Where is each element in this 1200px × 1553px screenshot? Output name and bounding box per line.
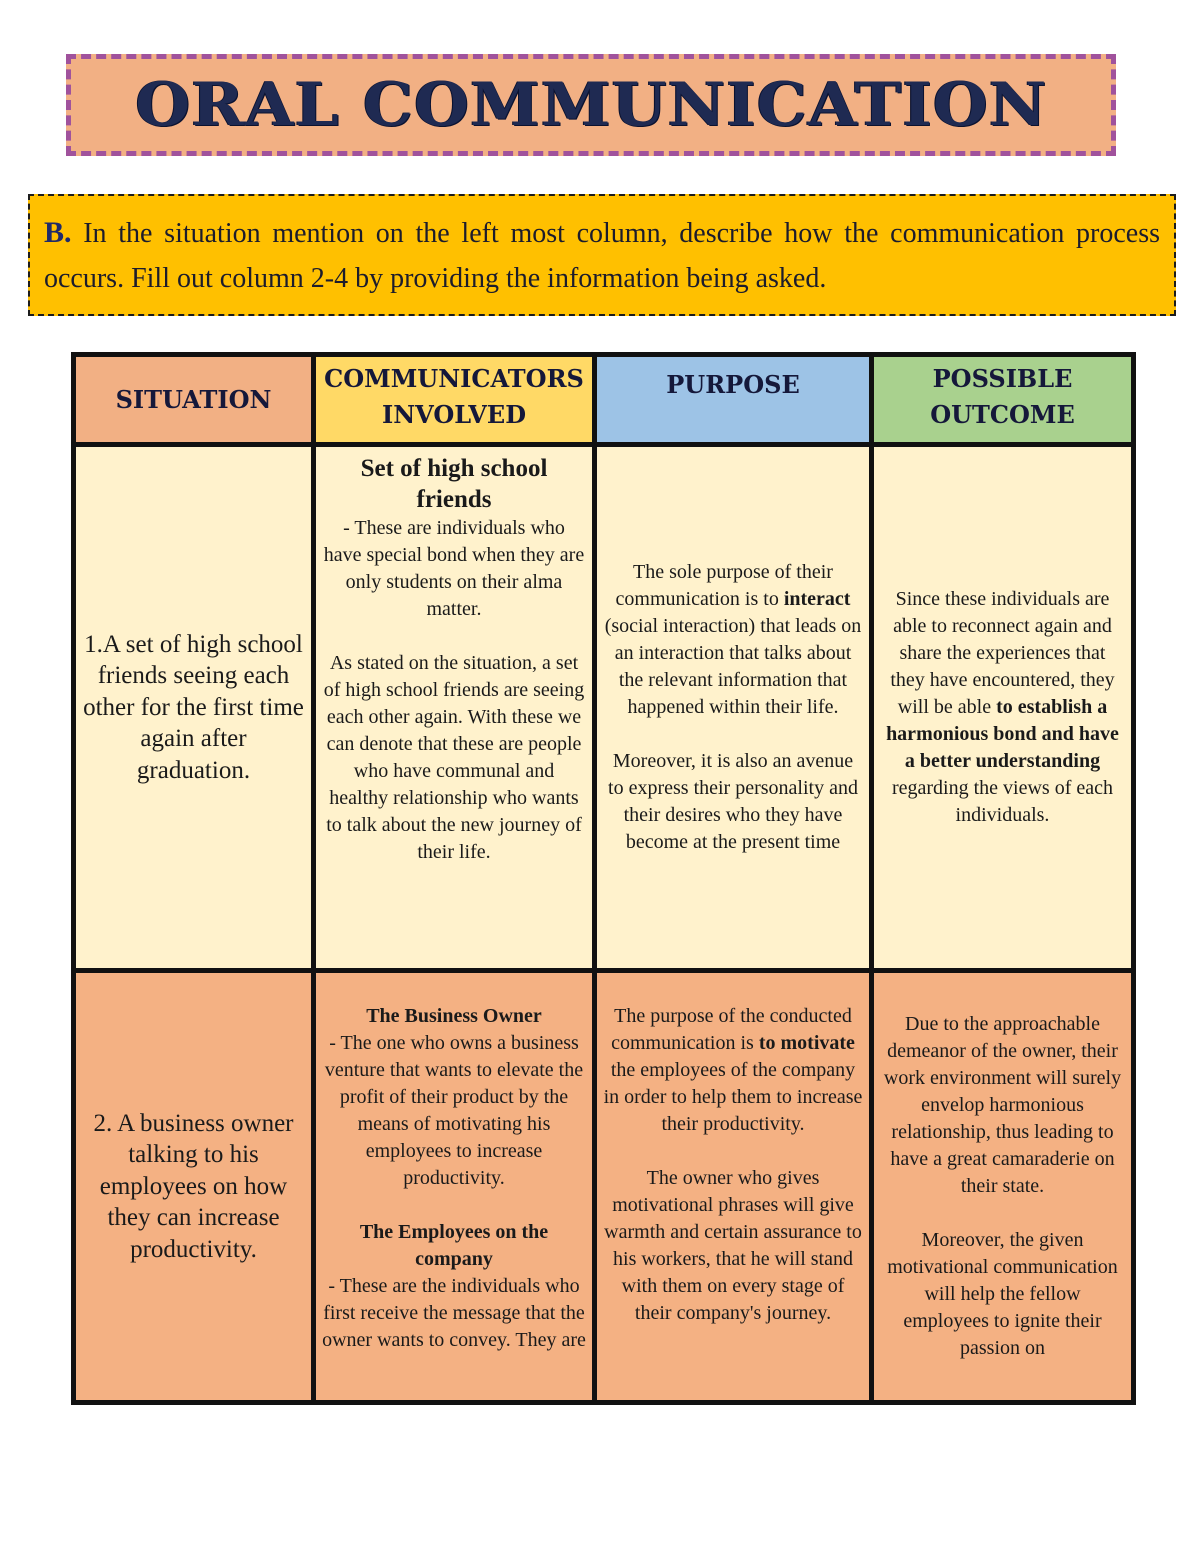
header-outcome: POSSIBLE OUTCOME [872, 355, 1134, 445]
instructions-box [28, 194, 1176, 316]
header-situation: SITUATION [74, 355, 314, 445]
row1-communicators [314, 445, 595, 971]
table-header-row [74, 355, 1134, 445]
table-row [74, 445, 1134, 971]
instructions-letter: B. [44, 216, 72, 249]
row2-purpose [595, 971, 872, 1403]
row2-communicator-name2: The Employees on the company [359, 1221, 549, 1270]
row2-outcome-p2: Moreover, the given motivational communication will help the fellow employees to ignite their passion on [887, 1229, 1118, 1359]
row2-communicator-name1: The Business Owner [366, 1005, 542, 1027]
header-communicators: COMMUNICATORS INVOLVED [314, 355, 595, 445]
page-title: ORAL COMMUNICATION [134, 70, 1048, 140]
row2-communicator-desc1: - The one who owns a business venture that wants to elevate the profit of their product by the means of motivating his employees to increase productivity. [324, 1032, 584, 1189]
row1-purpose-p1: The sole purpose of their communication is to interact (social interaction) that leads on an interaction that talks about the relevant information that happened within their life. [604, 561, 862, 718]
title-banner [66, 54, 1116, 156]
table-row [74, 971, 1134, 1403]
row1-communicator-desc2: As stated on the situation, a set of high school friends are seeing each other again. With these we can denote that these are people who have communal and healthy relationship who wants to talk about the new journey of their life. [323, 652, 585, 863]
row1-purpose [595, 445, 872, 971]
row2-purpose-p2: The owner who gives motivational phrases will give warmth and certain assurance to his workers, that he will stand with them on every stage of their company's journey. [604, 1167, 862, 1324]
row2-outcome [872, 971, 1134, 1403]
row1-communicator-desc: - These are individuals who have special bond when they are only students on their alma matter. [323, 517, 585, 620]
communication-table [71, 352, 1136, 1405]
row2-purpose-p1: The purpose of the conducted communication is to motivate the employees of the company in order to help them to increase their productivity. [603, 1005, 863, 1135]
instructions-text: In the situation mention on the left most column, describe how the communication process occurs. Fill out column 2-4 by providing the information being asked. [44, 218, 1160, 294]
row2-outcome-p1: Due to the approachable demeanor of the owner, their work environment will surely envelop harmonious relationship, thus leading to have a great camaraderie on their state. [883, 1013, 1122, 1197]
row1-purpose-p2: Moreover, it is also an avenue to express their personality and their desires who they have become at the present time [608, 750, 858, 853]
row2-communicators [314, 971, 595, 1403]
row2-communicator-desc2: - These are the individuals who first receive the message that the owner wants to convey. They are [322, 1275, 586, 1351]
header-purpose: PURPOSE [595, 355, 872, 445]
row1-communicator-name: Set of high school friends [360, 455, 548, 513]
row2-situation: 2. A business owner talking to his employees on how they can increase productivity. [74, 971, 314, 1403]
row1-outcome: Since these individuals are able to reconnect again and share the experiences that they have encountered, they will be able to establish a harmonious bond and have a better understanding regarding the views of each individuals. [872, 445, 1134, 971]
row1-situation: 1.A set of high school friends seeing each other for the first time again after graduation. [74, 445, 314, 971]
